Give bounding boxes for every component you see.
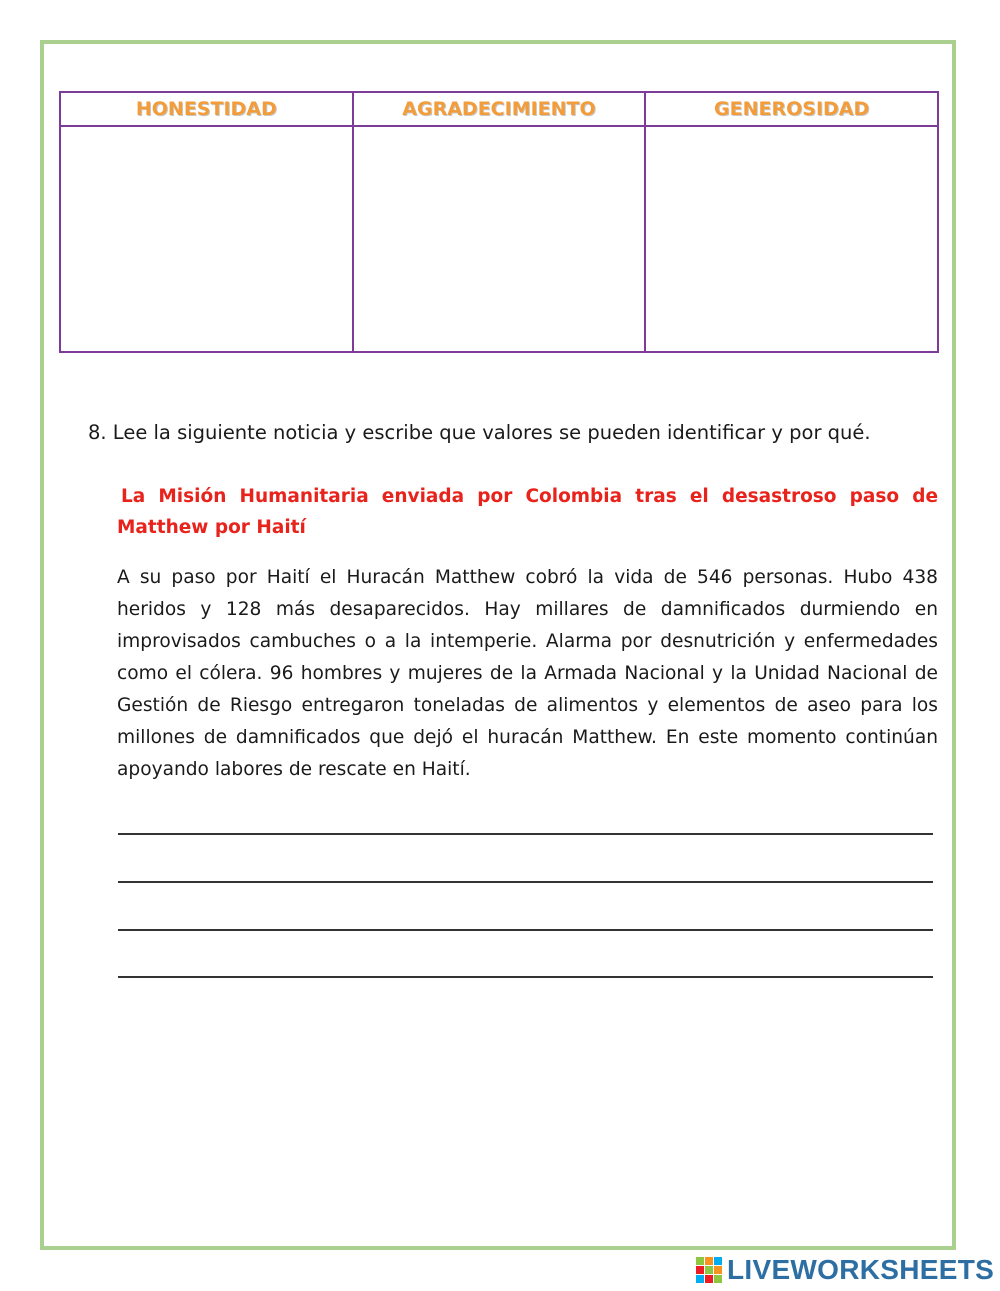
logo-square xyxy=(714,1257,722,1265)
news-title: La Misión Humanitaria enviada por Colombia tras el desastroso paso de Matthew por Haití xyxy=(117,486,938,538)
question-8: 8. Lee la siguiente noticia y escribe que valores se pueden identificar y por qué. xyxy=(88,421,871,444)
answer-line-2[interactable] xyxy=(118,881,933,883)
answer-cell-honestidad[interactable] xyxy=(60,126,353,352)
header-agradecimiento: AGRADECIMIENTO xyxy=(353,92,646,126)
liveworksheets-wordmark: LIVEWORKSHEETS xyxy=(727,1254,995,1285)
answer-line-4[interactable] xyxy=(118,976,933,978)
answer-cell-generosidad[interactable] xyxy=(645,126,938,352)
answer-cell-agradecimiento[interactable] xyxy=(353,126,646,352)
logo-square xyxy=(696,1266,704,1274)
values-table xyxy=(59,91,939,353)
values-table-header-row xyxy=(60,92,938,126)
logo-square xyxy=(696,1275,704,1283)
values-table-answer-row xyxy=(60,126,938,352)
header-generosidad: GENEROSIDAD xyxy=(645,92,938,126)
logo-square xyxy=(705,1257,713,1265)
answer-line-1[interactable] xyxy=(118,833,933,835)
logo-square xyxy=(696,1257,704,1265)
answer-line-3[interactable] xyxy=(118,929,933,931)
logo-square xyxy=(714,1266,722,1274)
liveworksheets-logo-icon xyxy=(696,1257,722,1283)
header-honestidad: HONESTIDAD xyxy=(60,92,353,126)
logo-square xyxy=(714,1275,722,1283)
news-body: A su paso por Haití el Huracán Matthew cobró la vida de 546 personas. Hubo 438 heridos y 128 más desaparecidos. Hay millares de damnificados durmiendo en improvisados cambuches o a la intemperie. Alarma por desnutrición y enfermedades como el cólera. 96 hombres y mujeres de la Armada Nacional y la Unidad Nacional de Gestión de Riesgo entregaron toneladas de alimentos y elementos de aseo para los millones de damnificados que dejó el huracán Matthew. En este momento continúan apoyando labores de rescate en Haití. xyxy=(117,567,938,780)
logo-square xyxy=(705,1266,713,1274)
liveworksheets-brand xyxy=(696,1255,994,1285)
logo-square xyxy=(705,1275,713,1283)
